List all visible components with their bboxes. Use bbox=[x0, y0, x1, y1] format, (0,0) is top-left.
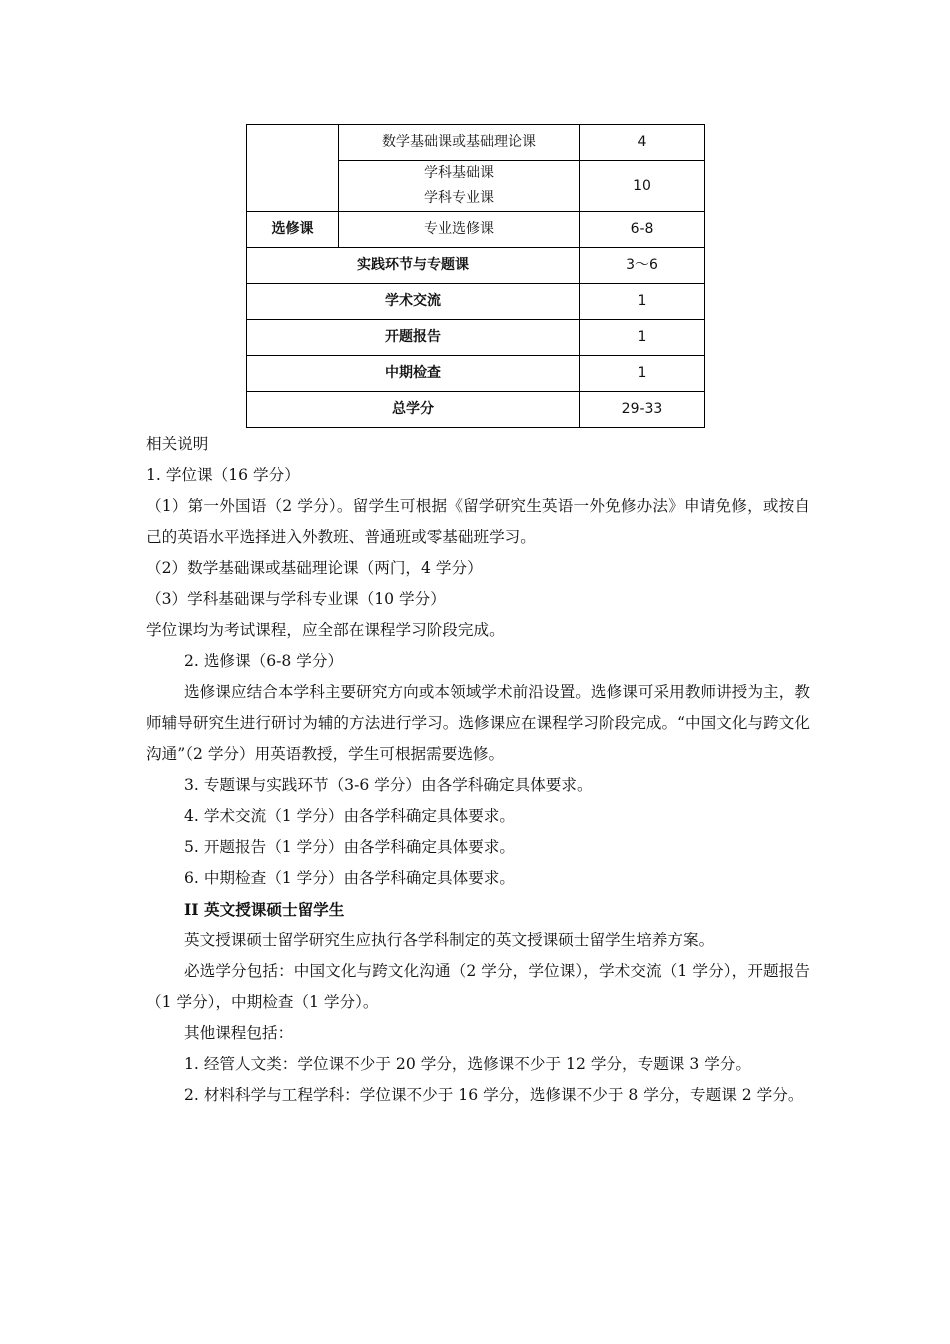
paragraph: 必选学分包括：中国文化与跨文化沟通（2 学分，学位课），学术交流（1 学分），开题报告（1 学分），中期检查（1 学分）。 bbox=[146, 962, 810, 1011]
paragraph: 学位课均为考试课程，应全部在课程学习阶段完成。 bbox=[146, 621, 505, 639]
paragraph: 1. 经管人文类：学位课不少于 20 学分，选修课不少于 12 学分，专题课 3 学分。 bbox=[184, 1055, 751, 1073]
section-title: II 英文授课硕士留学生 bbox=[184, 900, 345, 919]
table-cell: 专业选修课 bbox=[339, 212, 580, 248]
notes-heading: 相关说明 bbox=[146, 435, 209, 453]
table-row bbox=[247, 284, 705, 320]
credits-table bbox=[246, 124, 705, 428]
paragraph: （2）数学基础课或基础理论课（两门，4 学分） bbox=[146, 559, 483, 577]
table-row bbox=[247, 212, 705, 248]
table-cell: 6-8 bbox=[580, 212, 705, 248]
paragraph: （1）第一外国语（2 学分）。留学生可根据《留学研究生英语一外免修办法》申请免修，或按自己的英语水平选择进入外教班、普通班或零基础班学习。 bbox=[146, 497, 810, 546]
table-cell: 4 bbox=[580, 125, 705, 161]
table-cell: 1 bbox=[580, 284, 705, 320]
table-row bbox=[247, 320, 705, 356]
table-row bbox=[247, 248, 705, 284]
table-cell: 学术交流 bbox=[247, 284, 580, 320]
table-cell: 数学基础课或基础理论课 bbox=[339, 125, 580, 161]
paragraph: 6. 中期检查（1 学分）由各学科确定具体要求。 bbox=[184, 869, 515, 887]
table-cell: 1 bbox=[580, 320, 705, 356]
paragraph: 1. 学位课（16 学分） bbox=[146, 466, 300, 484]
table-row bbox=[247, 392, 705, 428]
cell-line: 学科基础课 bbox=[424, 165, 494, 181]
cell-line: 学科专业课 bbox=[424, 190, 494, 206]
table-row bbox=[247, 125, 705, 161]
paragraph: 4. 学术交流（1 学分）由各学科确定具体要求。 bbox=[184, 807, 515, 825]
table-row bbox=[247, 356, 705, 392]
paragraph: 2. 选修课（6-8 学分） bbox=[184, 652, 344, 670]
table-cell: 10 bbox=[580, 161, 705, 212]
table-cell: 29-33 bbox=[580, 392, 705, 428]
table-cell: 总学分 bbox=[247, 392, 580, 428]
document-body bbox=[146, 429, 810, 1111]
table-cell: 中期检查 bbox=[247, 356, 580, 392]
table-cell: 开题报告 bbox=[247, 320, 580, 356]
paragraph: 2. 材料科学与工程学科：学位课不少于 16 学分，选修课不少于 8 学分，专题课 2 学分。 bbox=[184, 1086, 804, 1104]
paragraph: （3）学科基础课与学科专业课（10 学分） bbox=[146, 590, 446, 608]
table-cell: 1 bbox=[580, 356, 705, 392]
paragraph: 3. 专题课与实践环节（3-6 学分）由各学科确定具体要求。 bbox=[184, 776, 593, 794]
table-cell bbox=[247, 125, 339, 212]
paragraph: 其他课程包括： bbox=[184, 1024, 294, 1042]
table-cell: 实践环节与专题课 bbox=[247, 248, 580, 284]
table-cell bbox=[339, 161, 580, 212]
paragraph: 选修课应结合本学科主要研究方向或本领域学术前沿设置。选修课可采用教师讲授为主，教师辅导研究生进行研讨为辅的方法进行学习。选修课应在课程学习阶段完成。“中国文化与跨文化沟通”（2 学分）用英语教授，学生可根据需要选修。 bbox=[146, 683, 810, 763]
table-cell: 选修课 bbox=[247, 212, 339, 248]
table-cell: 3～6 bbox=[580, 248, 705, 284]
paragraph: 英文授课硕士留学研究生应执行各学科制定的英文授课硕士留学生培养方案。 bbox=[184, 931, 715, 949]
paragraph: 5. 开题报告（1 学分）由各学科确定具体要求。 bbox=[184, 838, 515, 856]
